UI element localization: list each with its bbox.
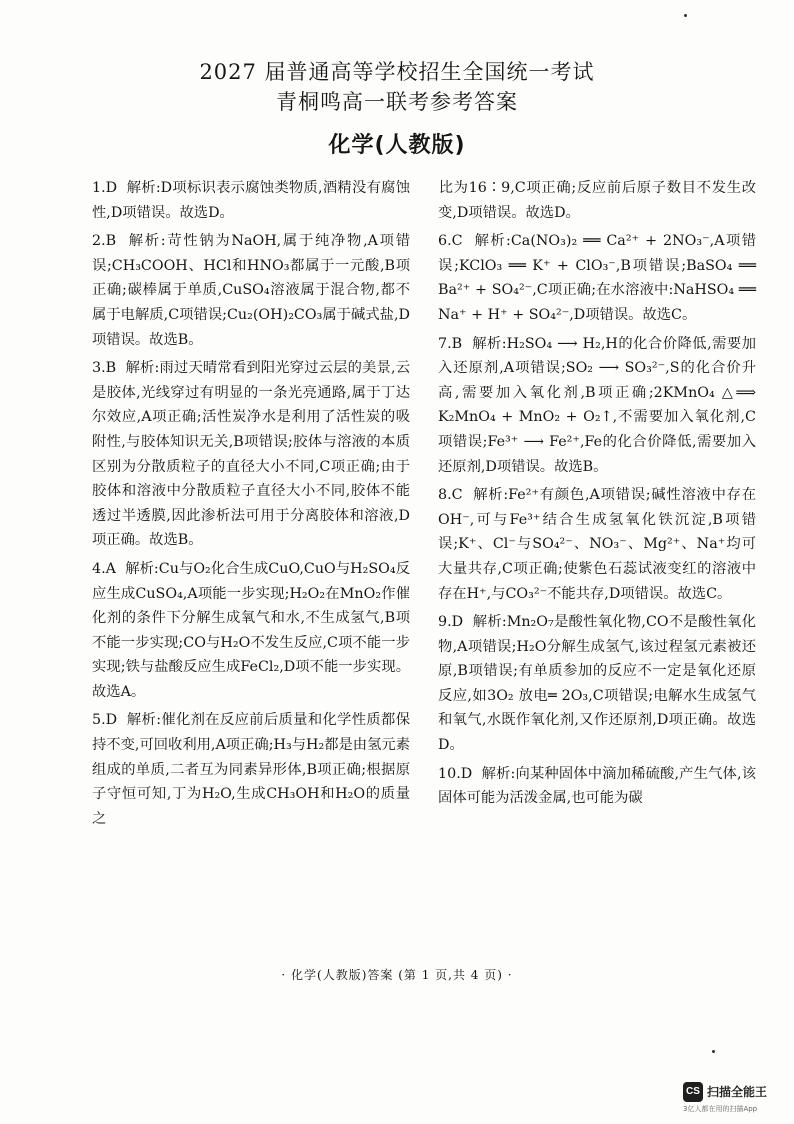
right-column <box>438 176 756 815</box>
answer-item <box>438 610 756 758</box>
answer-item <box>438 762 756 811</box>
answer-item <box>92 557 410 705</box>
answer-text: 解析:雨过天晴常看到阳光穿过云层的美景,云是胶体,光线穿过有明显的一条光亮通路,属于丁达尔效应,A项正确;活性炭净水是利用了活性炭的吸附性,与胶体知识无关,B项错误;胶体与溶液的本质区别为分散质粒子的直径大小不同,C项正确;由于胶体和溶液中分散质粒子直径大小不同,胶体不能透过半透膜,因此渗析法可用于分离胶体和溶液,D项正确。故选B。 <box>92 360 411 549</box>
subject-title: 化学(人教版) <box>328 133 466 158</box>
question-number: 9.D <box>438 614 464 631</box>
answer-item <box>438 229 756 327</box>
answer-text: 解析:D项标识表示腐蚀类物质,酒精没有腐蚀性,D项错误。故选D。 <box>92 180 410 221</box>
question-number: 6.C <box>438 233 463 250</box>
question-number: 2.B <box>92 233 117 250</box>
answer-item <box>92 229 410 352</box>
answer-text: 解析:Fe²⁺有颜色,A项错误;碱性溶液中存在OH⁻,可与Fe³⁺结合生成氢氧化铁沉淀,B项错误;K⁺、Cl⁻与SO₄²⁻、NO₃⁻、Mg²⁺、Na⁺均可大量共存,C项正确;使紫色石蕊试液变红的溶液中存在H⁺,与CO₃²⁻不能共存,D项错误。故选C。 <box>438 487 756 602</box>
question-number: 4.A <box>92 560 116 577</box>
answer-item <box>92 356 410 553</box>
question-number: 3.B <box>92 360 117 377</box>
answer-text: 解析:苛性钠为NaOH,属于纯净物,A项错误;CH₃COOH、HCl和HNO₃都属于一元酸,B项正确;碳棒属于单质,CuSO₄溶液属于混合物,都不属于电解质,C项错误;Cu₂(OH)₂CO₃属于碱式盐,D项错误。故选B。 <box>92 233 411 348</box>
answer-item <box>438 176 756 225</box>
answer-text: 解析:催化剂在反应前后质量和化学性质都保持不变,可回收利用,A项正确;H₃与H₂都是由氢元素组成的单质,二者互为同素异形体,B项正确;根据原子守恒可知,丁为H₂O,生成CH₃OH和H₂O的质量之 <box>92 712 410 827</box>
scanner-tagline: 3亿人都在用的扫描App <box>683 1105 758 1113</box>
scan-speck <box>684 14 687 17</box>
answer-title: 青桐鸣高一联考参考答案 <box>276 90 518 114</box>
question-number: 10.D <box>438 765 473 782</box>
question-number: 7.B <box>438 335 463 352</box>
scanner-watermark <box>683 1080 787 1114</box>
answer-text: 解析:Mn₂O₇是酸性氧化物,CO不是酸性氧化物,A项错误;H₂O分解生成氢气,该过程氢元素被还原,B项错误;有单质参加的反应不一定是氧化还原反应,如3O₂ 放电═ 2O₃,C项错误;电解水生成氢气和氧气,水既作氧化剂,又作还原剂,D项正确。故选D。 <box>438 614 756 754</box>
answer-text: 解析:Ca(NO₃)₂ ══ Ca²⁺ + 2NO₃⁻,A项错误;KClO₃ ══ K⁺ + ClO₃⁻,B项错误;BaSO₄ ══ Ba²⁺ + SO₄²⁻,C项正确;在水溶液中:NaHSO₄ ══ Na⁺ + H⁺ + SO₄²⁻,D项错误。故选C。 <box>438 233 757 323</box>
answer-item <box>438 483 756 606</box>
answer-item <box>92 176 410 225</box>
answer-text: 解析:Cu与O₂化合生成CuO,CuO与H₂SO₄反应生成CuSO₄,A项能一步实现;H₂O₂在MnO₂作催化剂的条件下分解生成氧气和水,不生成氢气,B项不能一步实现;CO与H₂O不发生反应,C项不能一步实现;铁与盐酸反应生成FeCl₂,D项不能一步实现。故选A。 <box>92 560 410 700</box>
exam-title: 2027 届普通高等学校招生全国统一考试 <box>199 60 595 84</box>
question-number: 8.C <box>438 487 463 504</box>
answer-item <box>92 708 410 831</box>
scanner-app-name: 扫描全能王 <box>707 1085 768 1099</box>
scan-speck <box>712 1050 715 1053</box>
answer-text: 解析:向某种固体中滴加稀硫酸,产生气体,该固体可能为活泼金属,也可能为碳 <box>438 765 756 807</box>
answer-text: 解析:H₂SO₄ ⟶ H₂,H的化合价降低,需要加入还原剂,A项错误;SO₂ ⟶ SO₃²⁻,S的化合价升高,需要加入氧化剂,B项正确;2KMnO₄ △⟹ K₂MnO₄ + MnO₂ + O₂↑,不需要加入氧化剂,C项错误;Fe³⁺ ⟶ Fe²⁺,Fe的化合价降低,需要加入还原剂,D项错误。故选B。 <box>438 335 756 475</box>
question-number: 1.D <box>92 180 118 196</box>
answer-text: 比为16∶9,C项正确;反应前后原子数目不发生改变,D项错误。故选D。 <box>438 180 756 221</box>
question-number: 5.D <box>92 712 118 729</box>
left-column <box>92 176 410 835</box>
page-footer: · 化学(人教版)答案 (第 1 页,共 4 页) · <box>281 968 513 982</box>
answer-item <box>438 332 756 480</box>
scanner-logo-icon: CS <box>683 1082 703 1102</box>
